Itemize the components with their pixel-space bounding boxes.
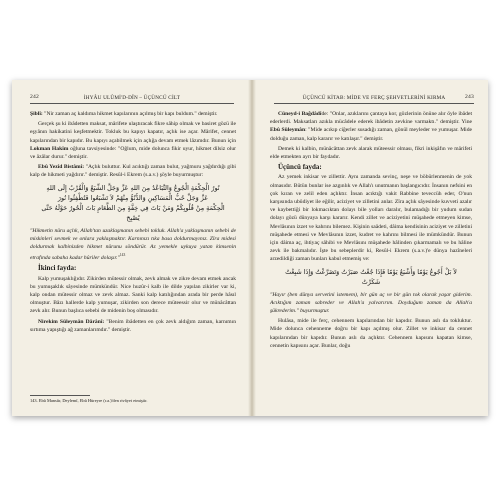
person-name: Cüneyd-i Bağdâdî [278,111,322,117]
page-body [270,110,472,352]
footnote: 143. Ebû Mansûr, Deylemî, Ebû Hüreyre (r.a.)'den rivâyet etmiştir. [30,398,148,403]
book-gutter [248,80,256,416]
person-name: Ebû Süleymân [270,127,306,134]
running-head-title: ÜÇÜNCÜ KİTAB: MİDE VE FERÇ ŞEHVETLERİNİ KIRMA [302,94,446,101]
paragraph: Cüneyd-i Bağdâdîde: "Onlar, azıklarını çantaya kor, gözlerinin önüne alır öyle ibâdet ederlerdi. Maksatları azıkla mücâdele ederek ibâdetin zevkine varmaktı." demiştir. Yine Ebû Süleymân: "Mide acıkıp ciğerler susadığı zaman, gönül meyleder ve yumuşar. Mide dolduğu zaman, kalp kararır ve katılaşır." demiştir. [270,111,473,142]
page-number: 242 [30,94,39,100]
paragraph: Hulâsa, mide ile ferç, cehennem kapılarından bir kapıdır. Bunun aslı da tokluktur. Mide dolunca cehenneme doğru bir kapı açılmış olur. Zillet ve inkisar da cennet kapılarından bir kapıdır. Bunun aslı da açlıktır. Cehennem kapısını kapatan kimse, cennetin kapısını açar. Bunlar, doğu [270,318,472,349]
paragraph: Nirekim Süleymân Dârânî: "Benim ibâdetten en çok zevk aldığım zaman, karnımın sırtıma yapıştığı ağ zamanlarımdır." demiştir. [30,318,236,333]
paragraph: Az yemek inkisar ve zillettir. Aynı zamanda sevinç, neşe ve böbürlenmenin de yok olmasıdır. Bütün bunlar ise azgınlık ve Allah'ı unutmanın başlangıcıdır. İnsanın nefsini en çok kıran ve zelil eden açlıktır. İnsan acıktığı vakit Rabbine teveccüh eder, O'nun karşısında ubûdiyet ile eğilir, aciziyet ve zilletini anlar. Zîra açlık sâyesinde kuvveti azalır ve kaybettiği bir lokmacıktan dolayı bile yolları daralır, bulamadığı bir yudum sudan dolayı gözü dünyaya karşı kararır. Kendi zillet ve aciziyetini müşahede etmeyen kimse, Mevlâsının izzet ve kahrını bilemez. Kişinin saâdeti, dâima kendisinin aciziyet ve zilletini müşahede etmesi ve Mevlâsının izzet, kudret ve kahrını bilmesi ile mümkündür. Bunun için dâima aç, ihtiyaç sâhibi ve Mevlâsını müşahede hâlinden çıkarmamalı ve bu hâline zevk ile bakmalıdır. İşte bu sebeplerdir ki, Resûl-i Ekrem (s.a.v.)'e dünya hazîneleri arzedildiği zaman bunları kabul etmemiş ve: [270,174,472,263]
arabic-hadith: لاَ بَلْ أَجُوعُ يَوْمًا وَأَشْبَعُ يَوْمًا فَإِذَا جُعْتُ صَبَرْتُ وَتَضَرَّعْتُ وَإِذَا شَبِعْتُ شَكَرْتُ [285,267,457,286]
right-page [256,80,488,416]
person-name: Ebû Yezîd Bistâmî: [38,164,85,171]
paragraph: Gerçek şu ki ibâdetten maksat, mârifete ulaştıracak fikre sâhip olmak ve basiret gözü ile eşyânın hakikatini keşfetmektir. Tokluk bu kapıyı kapatır, açlık ise açar. Mârifet, cennet kapılarından bir kapıdır. Bu kapıyı açabilmek için açlığa devam etmek lâzımdır. Bunun için Lokman Hakîm oğluna tavsiyesinde: "Oğlum, mide dolunca fikir uyur, hikmet dilsiz olur ve âzâlar durur." demiştir. [30,121,236,161]
hadith-translation: "Hikmetin nûru açlık, Allah'tan uzaklaşmanın sebebi tokluk. Allah'a yaklaşmanın sebebi de miskinleri sevmek ve onlara yaklaşmaktır. Karnınızı tıka basa doldurmayınız. Zîra midesi doldurmak kalbinizden hikmet nûrunu söndürür. Az yemekle uykuya yatan kimsenin etrafında sabaha kadar hûriler dolaşır."$^{143}$ [30,227,236,262]
paragraph: Demek ki kalbin, münâcâttan zevk alarak müteessir olması, fikri inkişâfın ve mârifeti elde etmekten ayrı bir faydadır. [270,145,472,161]
person-name: Nirekim Süleymân Dârânî: [38,318,105,325]
footnote-rule [30,395,90,396]
person-name: Lokman Hakîm [30,145,69,152]
subheading: Üçüncü fayda: [278,163,322,172]
paragraph: Kalp yumuşaklığıdır. Zikirden mütessir olmak, zevk almak ve zikre devam etmek ancak bu yumuşaklık sâyesinde mümkündür. Nice huzûr-i kalb ile dilde yapılan zikirler var ki, kalp ondan mütessir olmaz ve zevk almaz. Sanki kalp katılığından arada bir perde hâsıl olmuştur. Bâzı hallerde kalp yumuşar, zikirden son derece müteessir olur ve münâcâttan zevk alır. Bunun başlıca sebebi de midenin boş olmasıdır. [30,275,236,315]
left-page [12,80,248,416]
running-header [30,94,234,104]
page-number: 243 [465,94,474,100]
arabic-hadith: نُورُ الْحِكْمَةِ الْجُوعُ وَالتَّبَاعُدُ مِنَ اللهِ عَزَّ وَجَلَّ الشِّبَعُ وَالْقُرْبُ إِلَى اللهِ عَزَّ وَجَلَّ حُبُّ الْمَسَاكِينِ وَالدُّنُوُّ مِنْهُمْ لاَ تَشْبَعُوا فَتُطْفِئُوا نُورَ الْحِكْمَةِ مِنْ قُلُوبِكُمْ وَمَنْ بَاتَ فِي خِفَّةٍ مِنَ الطَّعَامِ بَاتَ الْحُورُ حَوْلَهُ حَتَّى يُصْبِحَ [41,183,225,222]
open-book [12,80,488,416]
paragraph: Şiblî: "Nir zaman aç kaldıma hikmet kapılarının açılmış bir kapı buldum." demiştir. [30,111,218,117]
page-body [30,110,236,336]
subheading: İkinci fayda: [38,264,77,273]
running-header [274,94,474,104]
footnote-ref: 143 [119,253,126,258]
running-head-title: İHYÂU ULÛMİ'D-DÎN – ÜÇÜNCÜ CİLT [83,94,181,101]
hadith-translation: "Hayır (ben dünya servetini istemem), bir gün aç ve bir gün tok olarak yaşar giderim. Acıktığım zaman sabreder ve Allah'a yalvarırım. Doyduğum zaman da Allah'a şükrederim." buyurmuştur. [270,291,472,315]
person-name: Şiblî: [30,111,43,117]
paragraph: Ebû Yezîd Bistâmî: "Açlık buluttur. Kul acıktığı zaman bulut, yağmuru yağdırdığı gibi kalp de hikmeti yağdırır." demiştir. Resûl-i Ekrem (s.a.v.) şöyle buyurmuştur: [30,164,236,179]
